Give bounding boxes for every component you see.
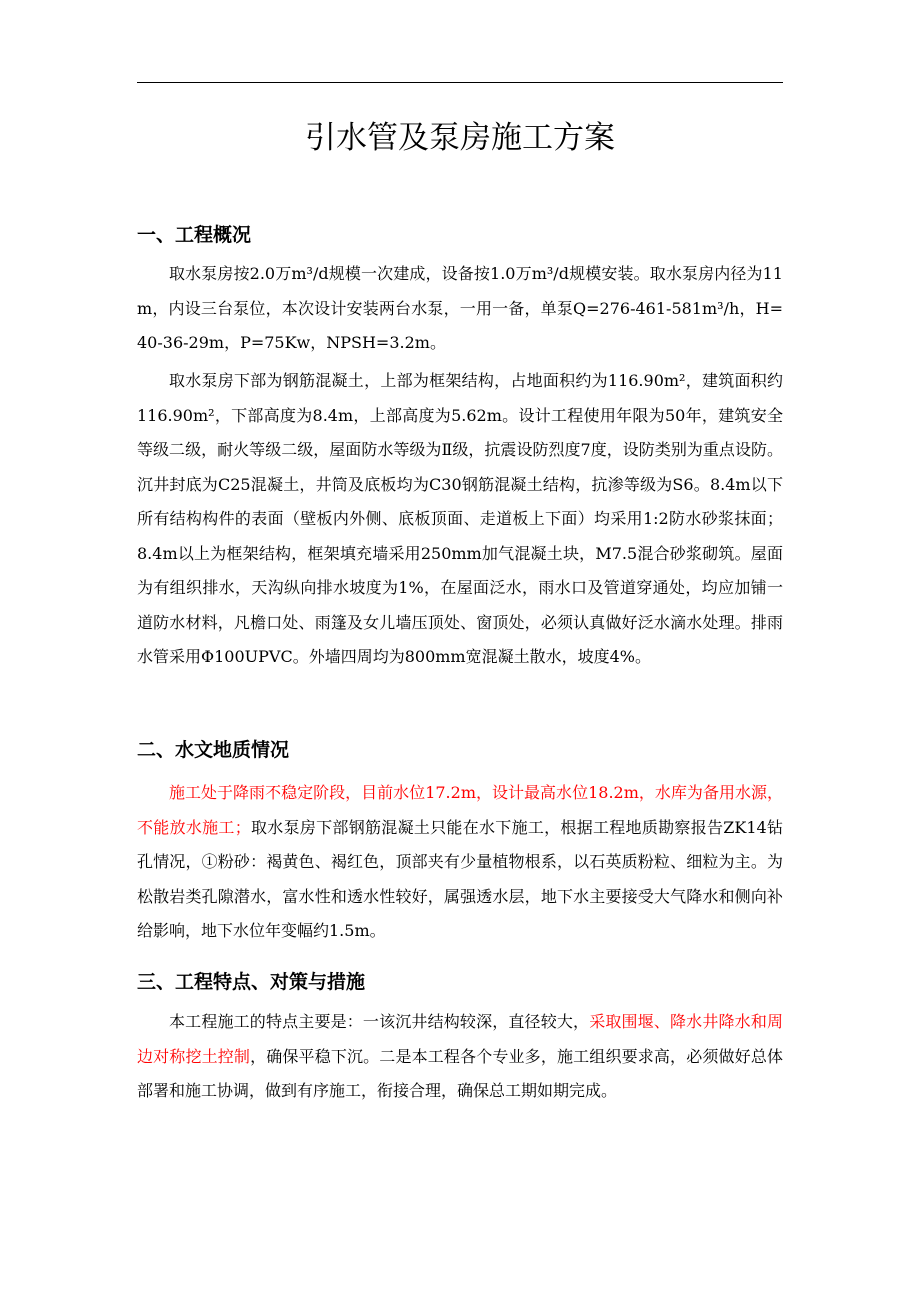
document-title: 引水管及泵房施工方案 [305,120,615,156]
highlighted-text: 施工处于降雨不稳定阶段，目前水位17.2m，设计最高水位18.2m，水库为备用水源，不能放水施工； [137,783,783,837]
paragraph-features [137,1005,783,1109]
header-rule [137,82,783,83]
paragraph-text: 取水泵房下部钢筋混凝土只能在水下施工，根据工程地质勘察报告ZK14钻孔情况，①粉砂：褐黄色、褐红色，顶部夹有少量植物根系，以石英质粉粒、细粒为主。为松散岩类孔隙潜水，富水性和透水性较好，属强透水层，地下水主要接受大气降水和侧向补给影响，地下水位年变幅约1.5m。 [137,817,783,940]
highlighted-text: 采取围堰、降水井降水和周边对称挖土控制 [137,1012,783,1066]
section-heading-overview: 一、工程概况 [137,224,252,246]
paragraph-text: ，确保平稳下沉。二是本工程各个专业多，施工组织要求高，必须做好总体部署和施工协调，做到有序施工，衔接合理，确保总工期如期完成。 [137,1046,783,1100]
section-heading-hydrogeology: 二、水文地质情况 [137,739,290,761]
section-heading-features: 三、工程特点、对策与措施 [137,971,366,993]
paragraph-overview-1 [137,257,783,361]
paragraph-hydrogeology [137,776,783,949]
paragraph-text: 取水泵房按2.0万m³/d规模一次建成，设备按1.0万m³/d规模安装。取水泵房内径为11m，内设三台泵位，本次设计安装两台水泵，一用一备，单泵Q=276-461-581m³/h，H=40-36-29m，P=75Kw，NPSH=3.2m。 [137,264,783,352]
paragraph-text: 取水泵房下部为钢筋混凝土，上部为框架结构，占地面积约为116.90m²，建筑面积约116.90m²，下部高度为8.4m，上部高度为5.62m。设计工程使用年限为50年，建筑安全等级二级，耐火等级二级，屋面防水等级为Ⅱ级，抗震设防烈度7度，设防类别为重点设防。沉井封底为C25混凝土，井筒及底板均为C30钢筋混凝土结构，抗渗等级为S6。8.4m以下所有结构构件的表面（壁板内外侧、底板顶面、走道板上下面）均采用1:2防水砂浆抹面；8.4m以上为框架结构，框架填充墙采用250mm加气混凝土块，M7.5混合砂浆砌筑。屋面为有组织排水，天沟纵向排水坡度为1%，在屋面泛水，雨水口及管道穿通处，均应加铺一道防水材料，凡檐口处、雨篷及女儿墙压顶处、窗顶处，必须认真做好泛水滴水处理。排雨水管采用Φ100UPVC。外墙四周均为800mm宽混凝土散水，坡度4%。 [137,371,783,666]
paragraph-text: 本工程施工的特点主要是：一该沉井结构较深，直径较大， [169,1012,590,1031]
paragraph-overview-2 [137,364,783,675]
